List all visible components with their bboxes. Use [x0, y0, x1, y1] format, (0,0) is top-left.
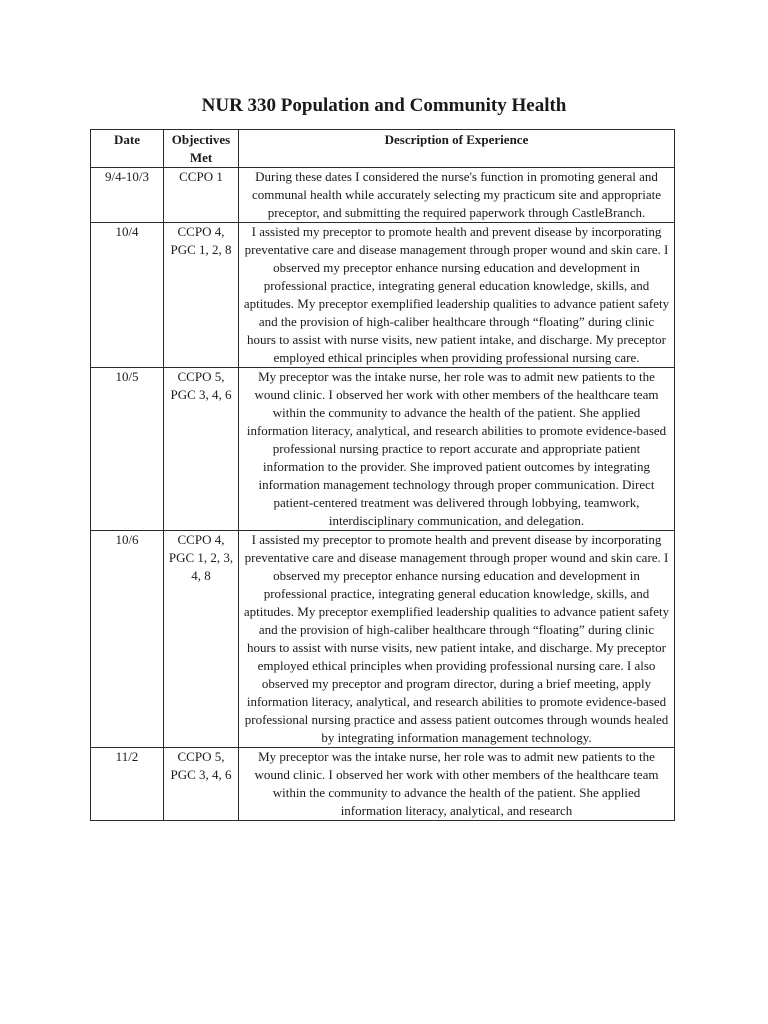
row-description-text: I assisted my preceptor to promote health and prevent disease by incorporating preventative care and disease management through proper wound and skin care. I observed my preceptor enhance nursing education and development in professional practice, integrating general education knowledge, skills, and aptitudes. My preceptor exemplified leadership qualities to advance patient safety and the provision of high-caliber healthcare through “floating” during clinic hours to assist with nurse visits, new patient intake, and discharge. My preceptor employed ethical principles when providing professional nursing care. I also observed my preceptor and program director, during a brief meeting, apply information literacy, analytical, and research abilities to promote evidence-based professional nursing practice and assess patient outcomes through wounds healed by integrating information management technology.	[243, 532, 670, 745]
row-date: 11/2	[91, 748, 164, 821]
table-header-row	[91, 130, 675, 168]
header-objectives: Objectives Met	[164, 130, 239, 168]
table-row	[91, 531, 675, 748]
header-description: Description of Experience	[239, 130, 675, 168]
row-description	[239, 223, 675, 368]
row-date: 9/4-10/3	[91, 168, 164, 223]
row-description-text: I assisted my preceptor to promote health and prevent disease by incorporating preventative care and disease management through proper wound and skin care. I observed my preceptor enhance nursing education and development in professional practice, integrating general education knowledge, skills, and aptitudes. My preceptor exemplified leadership qualities to advance patient safety and the provision of high-caliber healthcare through “floating” during clinic hours to assist with nurse visits, new patient intake, and discharge. My preceptor employed ethical principles when providing professional nursing care.	[243, 224, 670, 365]
row-description-text: My preceptor was the intake nurse, her role was to admit new patients to the wound clinic. I observed her work with other members of the healthcare team within the community to advance the health of the patient. She applied information literacy, analytical, and research abilities to promote evidence-based professional nursing practice to report accurate and appropriate patient information to the provider. She improved patient outcomes by integrating information management technology through proper communication. Direct patient-centered treatment was delivered through lobbying, teamwork, interdisciplinary communication, and delegation.	[246, 369, 667, 528]
row-description	[239, 368, 675, 531]
row-date: 10/6	[91, 531, 164, 748]
table-row	[91, 223, 675, 368]
row-objectives: CCPO 1	[164, 168, 239, 223]
row-description	[239, 531, 675, 748]
table-row	[91, 168, 675, 223]
row-date: 10/5	[91, 368, 164, 531]
table-row	[91, 748, 675, 821]
row-description	[239, 748, 675, 821]
row-objectives: CCPO 5, PGC 3, 4, 6	[164, 748, 239, 821]
table-row	[91, 368, 675, 531]
row-objectives: CCPO 5, PGC 3, 4, 6	[164, 368, 239, 531]
row-objectives: CCPO 4, PGC 1, 2, 3, 4, 8	[164, 531, 239, 748]
row-description-text: My preceptor was the intake nurse, her role was to admit new patients to the wound clinic. I observed her work with other members of the healthcare team within the community to advance the health of the patient. She applied information literacy, analytical, and research	[254, 749, 659, 818]
row-objectives: CCPO 4, PGC 1, 2, 8	[164, 223, 239, 368]
row-description	[239, 168, 675, 223]
row-date: 10/4	[91, 223, 164, 368]
row-description-text: During these dates I considered the nurse's function in promoting general and communal health while accurately selecting my practicum site and appropriate preceptor, and submitting the required paperwork through CastleBranch.	[252, 169, 661, 220]
page-title: NUR 330 Population and Community Health	[201, 95, 567, 116]
experience-log-table	[90, 129, 675, 821]
header-date: Date	[91, 130, 164, 168]
